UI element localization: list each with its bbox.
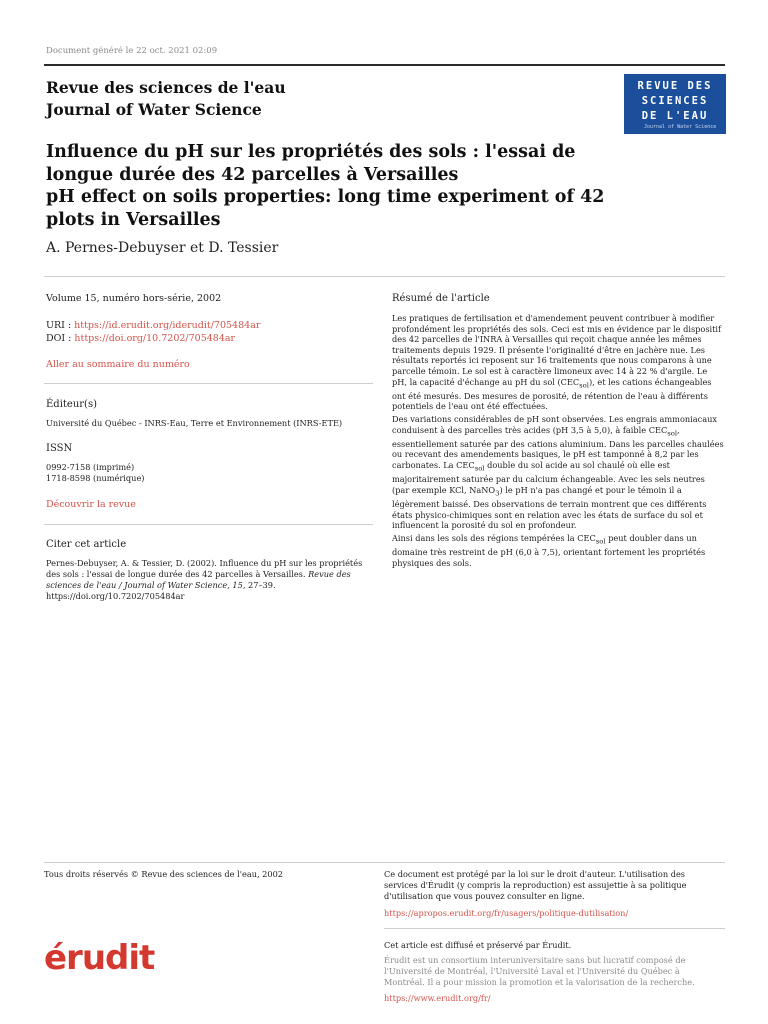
authors: A. Pernes-Debuyser et D. Tessier <box>46 240 279 256</box>
header-divider <box>44 276 725 277</box>
erudit-site-link[interactable]: https://www.erudit.org/fr/ <box>384 993 491 1003</box>
issn-print: 0992-7158 (imprimé) <box>46 462 135 472</box>
volume-info: Volume 15, numéro hors-série, 2002 <box>46 293 222 304</box>
top-divider <box>44 64 725 66</box>
journal-name-fr: Revue des sciences de l'eau <box>46 78 286 97</box>
journal-logo[interactable] <box>624 74 726 134</box>
doi-link[interactable]: https://doi.org/10.7202/705484ar <box>74 333 236 344</box>
title-fr: Influence du pH sur les propriétés des sols : l'essai de longue durée des 42 parcelles à Versailles <box>46 142 576 185</box>
citation-journal: Revue des sciences de l'eau / Journal of Water Science, 15 <box>46 569 351 590</box>
abstract-body <box>392 313 724 570</box>
rights-statement: Tous droits réservés © Revue des sciences de l'eau, 2002 <box>44 869 284 879</box>
article-title <box>46 141 606 231</box>
diffusion-statement: Cet article est diffusé et préservé par Érudit. <box>384 940 572 950</box>
abstract-paragraph-1: Les pratiques de fertilisation et d'amendement peuvent contribuer à modifier profondément les propriétés des sols. Ceci est mis en évidence par le dispositif des 42 parcelles de l'INRA à Versailles qui reçoit chaque année les mêmes traitements depuis 1929. Il présente l'originalité d'être en jachère nue. Les résultats reportés ici reposent sur 16 traitements que nous comparons à une parcelle témoin. Le sol est à caractère limoneux avec 14 à 22 % d'argile. Le pH, la capacité d'échange au pH du sol $(CEC_{sol})$, et les cations échangeables ont été mesurés. Des mesures de porosité, de rétention de l'eau à différents potentiels de l'eau ont été effectuées. <box>392 313 722 412</box>
publisher: Université du Québec - INRS-Eau, Terre et Environnement (INRS-ETE) <box>46 418 343 428</box>
erudit-description: Érudit est un consortium interuniversitaire sans but lucratif composé de l'Université de Montréal, l'Université Laval et l'Université du Québec à Montréal. Il a pour mission la promotion et la valorisation de la recherche. <box>384 955 695 987</box>
title-en: pH effect on soils properties: long time experiment of 42 plots in Versailles <box>46 187 605 230</box>
toc-link[interactable]: Aller au sommaire du numéro <box>46 359 190 370</box>
erudit-logo[interactable]: érudit <box>44 938 155 978</box>
logo-line-3: DE L'EAU <box>641 110 709 122</box>
policy-link[interactable]: https://apropos.erudit.org/fr/usagers/politique-dutilisation/ <box>384 908 629 918</box>
logo-line-2: SCIENCES <box>641 95 709 107</box>
discover-journal-link[interactable]: Découvrir la revue <box>46 499 136 510</box>
issn-heading: ISSN <box>46 443 73 454</box>
journal-name-en: Journal of Water Science <box>46 100 262 119</box>
footer-divider-2 <box>384 928 725 929</box>
abstract-paragraph-2: Des variations considérables de pH sont observées. Les engrais ammoniacaux conduisent à des parcelles très acides (pH 3,5 à 5,0), à faible $CEC_{sol}$, essentiellement saturée par des cations aluminium. Dans les parcelles chaulées ou recevant des amendements basiques, le pH est tamponné à 8,2 par les carbonates. La $CEC_{sol}$ double du sol acide au sol chaulé où elle est majoritairement saturée par du calcium échangeable. Avec les sels neutres (par exemple KCl, NaNO$_3$) le pH n'a pas changé et pour le témoin il a légèrement baissé. Des observations de terrain montrent que ces différents états physico-chimiques sont en relation avec les états de surface du sol et influencent la porosité du sol en profondeur. <box>392 413 724 531</box>
uri-link[interactable]: https://id.erudit.org/iderudit/705484ar <box>74 320 261 331</box>
divider-2 <box>44 524 373 525</box>
publisher-heading: Éditeur(s) <box>46 399 97 410</box>
citation <box>46 558 376 602</box>
abstract-heading: Résumé de l'article <box>392 293 490 304</box>
doi-line <box>46 332 235 345</box>
citation-end: , 27–39. https://doi.org/10.7202/705484ar <box>46 580 276 601</box>
logo-line-1: REVUE DES <box>637 80 713 92</box>
journal-header <box>46 77 286 121</box>
issn-digital: 1718-8598 (numérique) <box>46 473 145 483</box>
uri-line <box>46 319 260 332</box>
footer-divider <box>44 862 725 863</box>
doi-label: DOI : <box>46 333 75 344</box>
divider-1 <box>44 383 373 384</box>
uri-label: URI : <box>46 320 75 331</box>
logo-subtitle: Journal of Water Science <box>644 124 717 130</box>
generated-date: Document généré le 22 oct. 2021 02:09 <box>46 46 218 56</box>
cite-heading: Citer cet article <box>46 539 127 550</box>
copyright-text: Ce document est protégé par la loi sur le droit d'auteur. L'utilisation des services d'Érudit (y compris la reproduction) est assujettie à sa politique d'utilisation que vous pouvez consulter en ligne. <box>384 869 687 901</box>
abstract-paragraph-3: Ainsi dans les sols des régions tempérées la $CEC_{sol}$ peut doubler dans un domaine très restreint de pH (6,0 à 7,5), orientant fortement les propriétés physiques des sols. <box>392 532 706 568</box>
citation-text: Pernes-Debuyser, A. & Tessier, D. (2002). Influence du pH sur les propriétés des sols : l'essai de longue durée des 42 parcelles à Versailles. <box>46 558 363 579</box>
